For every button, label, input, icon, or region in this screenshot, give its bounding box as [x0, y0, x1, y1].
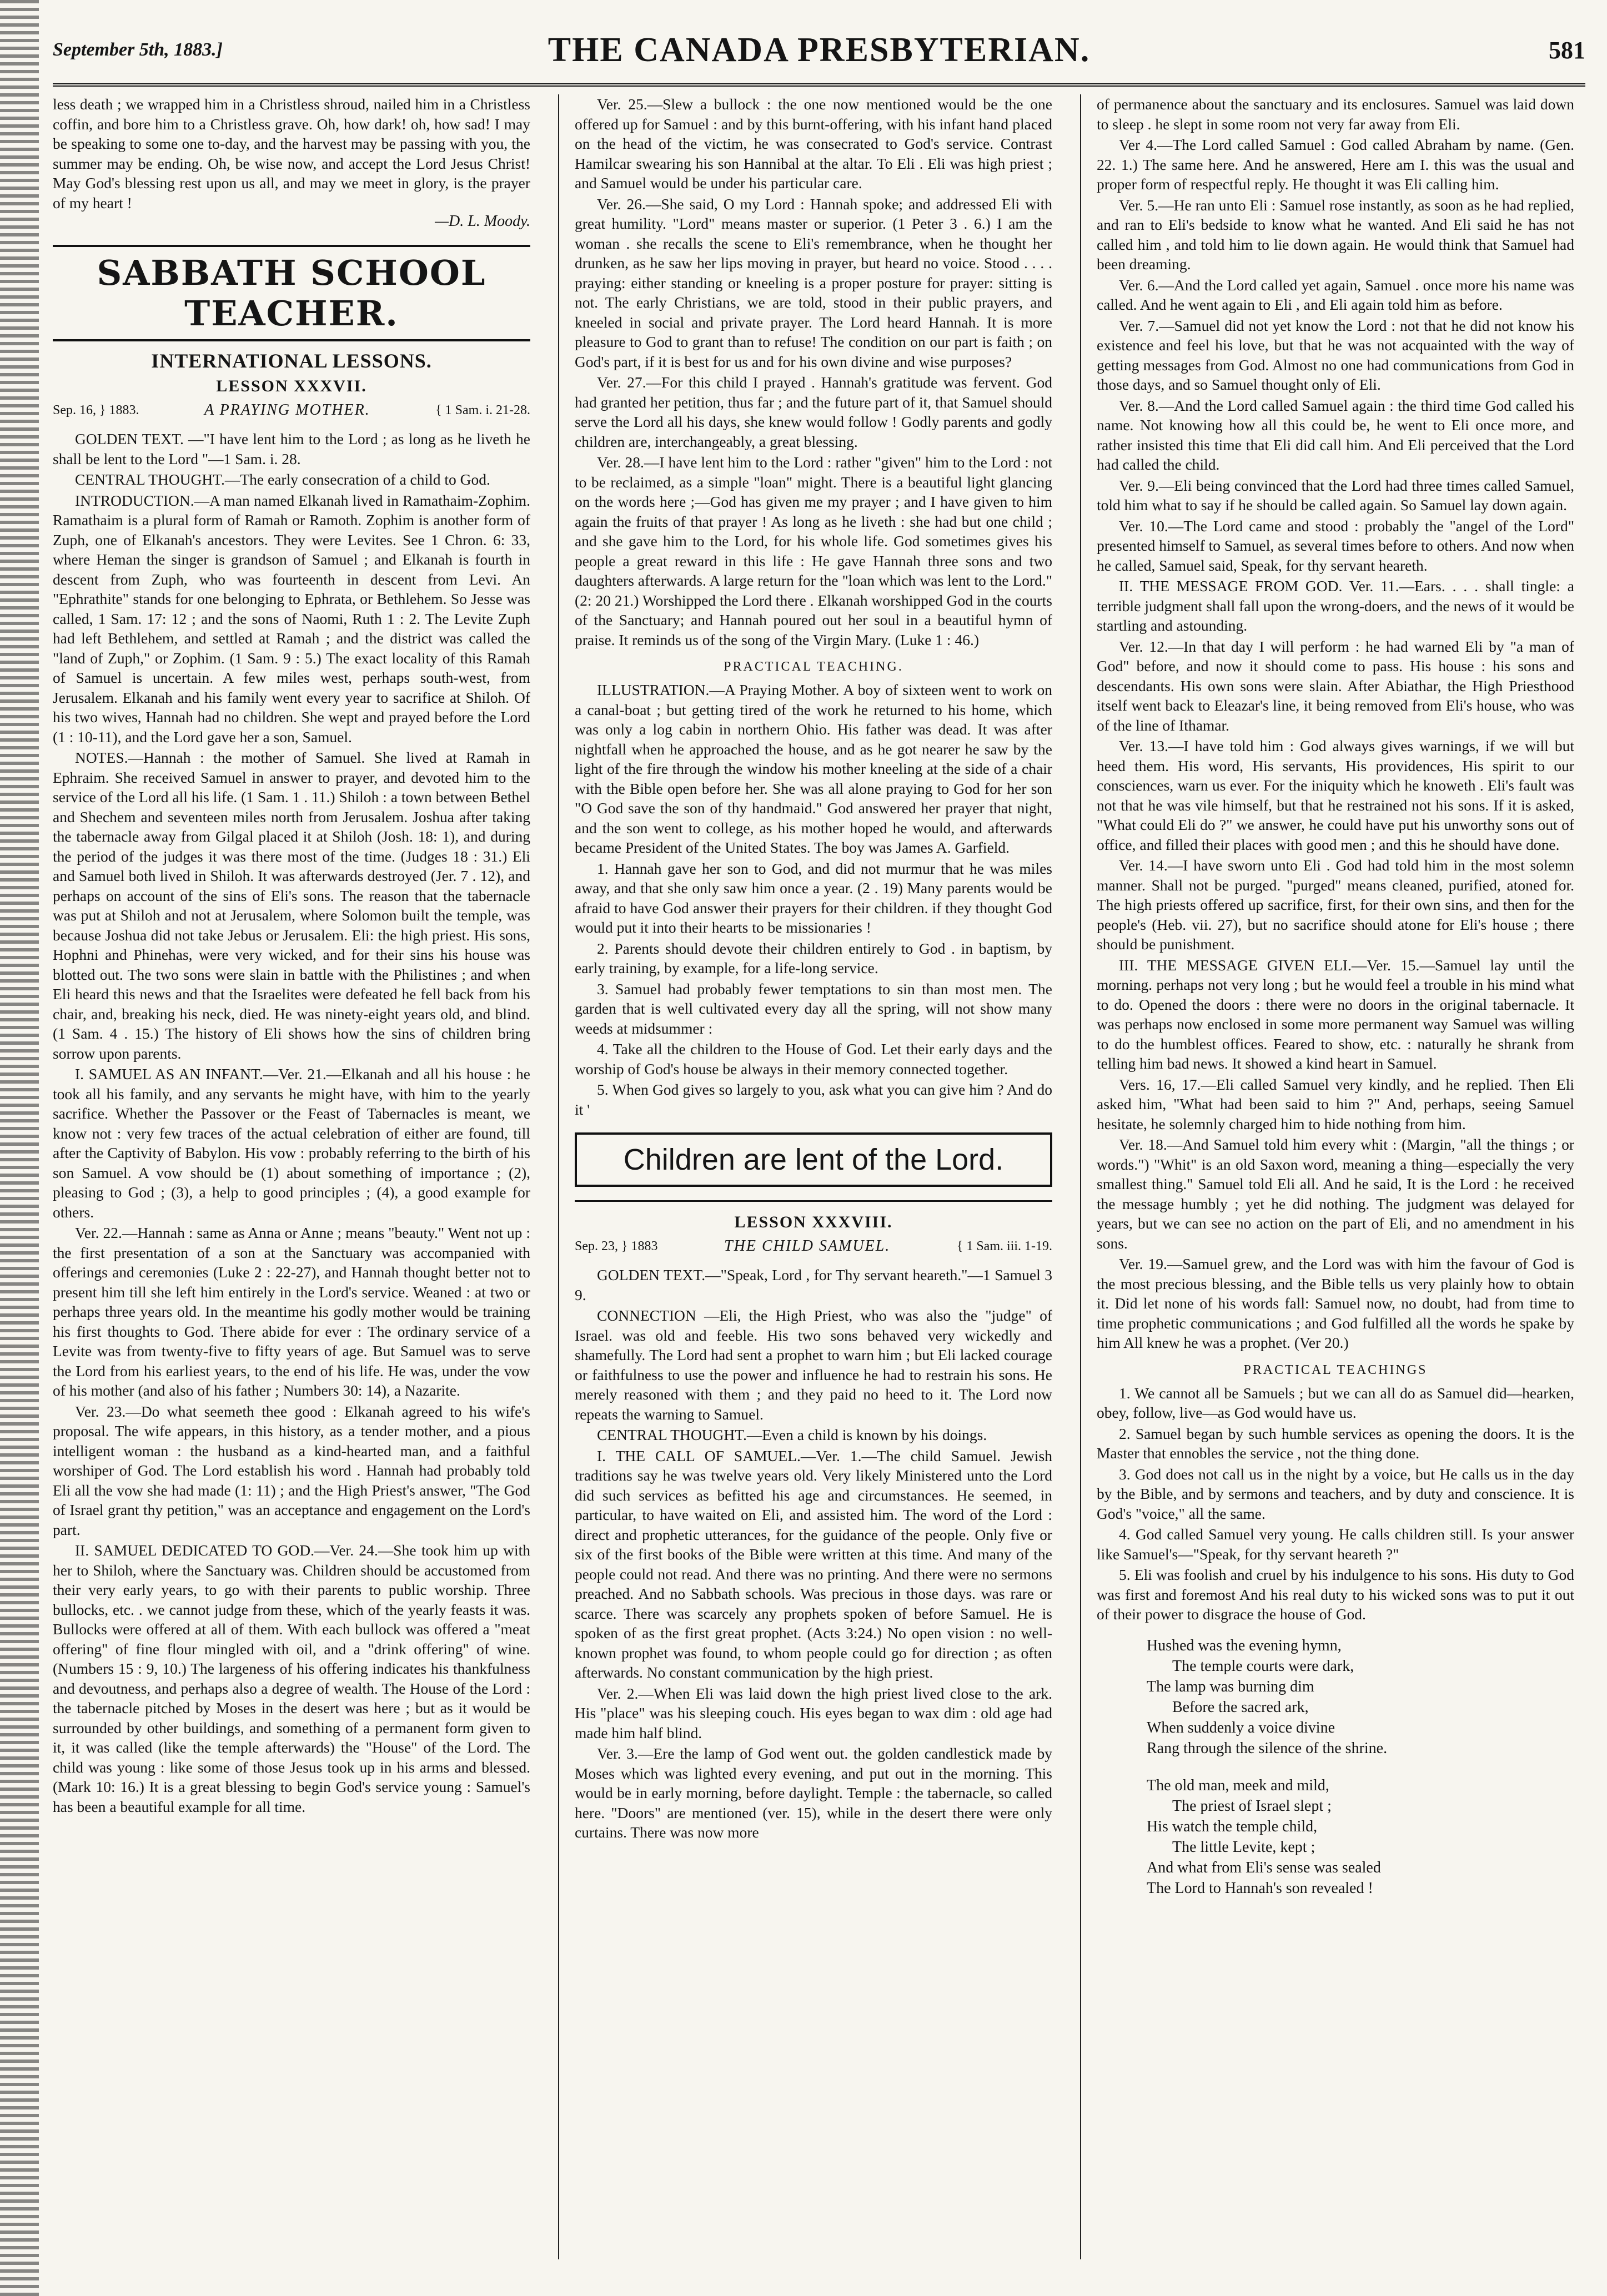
lesson-heading: LESSON XXXVIII.: [734, 1213, 893, 1231]
paragraph: CONNECTION —Eli, the High Priest, who was also the "judge" of Israel. was old and feeble. His two sons behaved very wickedly and shamefully. The Lord had sent a prophet to warn him ; but Eli lacked courage or faithfulness to use the power and influence he had to restrain his sons. He merely reasoned with them ; and they paid no heed to it. The Lord now repeats the warning to Samuel.: [575, 1307, 1052, 1423]
poem-line: The temple courts were dark,: [1172, 1657, 1354, 1675]
paragraph: 4. God called Samuel very young. He calls children still. Is your answer like Samuel's—"Speak, for thy servant heareth ?": [1097, 1525, 1574, 1563]
lesson-reference: { 1 Sam. iii. 1-19.: [956, 1238, 1052, 1253]
poem-line: And what from Eli's sense was sealed: [1147, 1859, 1381, 1876]
paragraph: Ver 4.—The Lord called Samuel : God called Abraham by name. (Gen. 22. 1.) The same here. And he answered, Here am I. this was the usual and proper form of respectful reply. He thought it was Eli calling him.: [1097, 136, 1574, 193]
paragraph: Ver. 19.—Samuel grew, and the Lord was with him the favour of God is the most precious blessing, and the Bible tells us very plainly how to obtain it. Did let none of his words fall: Samuel now, no doubt, had from time to time prophetic communications ; and God fulfilled all the words he spake by him All knew he was a prophet. (Ver 20.): [1097, 1255, 1574, 1351]
paragraph: CENTRAL THOUGHT.—The early consecration of a child to God.: [75, 471, 490, 488]
paragraph: Ver. 13.—I have told him : God always gives warnings, if we will but heed them. His word, His servants, His providences, His spirit to our consciences, warn us ever. For the iniquity which he knoweth . Eli's fault was not that he was vile himself, but that he restrained not his sons. If it is asked, "What could Eli do ?" we answer, he could have put his unworthy sons out of office, and filled their places with good men ; and this he should have done.: [1097, 737, 1574, 853]
lesson-date: Sep. 23, } 1883: [575, 1238, 658, 1253]
paragraph: Ver. 10.—The Lord came and stood : probably the "angel of the Lord" presented himself to Samuel, as several times before to others. And now when he called, Samuel said, Speak, for thy servant heareth.: [1097, 517, 1574, 574]
newspaper-page: [53, 17, 1585, 2282]
subsection-heading: PRACTICAL TEACHING.: [724, 659, 903, 674]
paragraph: 3. Samuel had probably fewer temptations to sin than most men. The garden that is well cultivated every day all the spring, will not show many weeds at midsummer :: [575, 980, 1052, 1037]
paragraph: II. SAMUEL DEDICATED TO GOD.—Ver. 24.—She took him up with her to Shiloh, where the Sanctuary was. Children should be accustomed from their very early years, to go with their parents to public worship. Three bullocks, etc. . we cannot judge from these, which of the yearly feasts it was. Bullocks were offered at all of them. With each bullock was offered a "meat offering" of fine flour mingled with oil, and a "drink offering" of wine. (Numbers 15 : 9, 10.) The largeness of his offering indicates his thankfulness and devoutness, and perhaps also a degree of wealth. The House of the Lord : the tabernacle pitched by Moses in the desert was here ; but as it would be surrounded by other buildings, and something of a permanent form given to it, it was called (like the temple afterwards) the "House" of the Lord. The child was young : like some of those Jesus took up in his arms and blessed. (Mark 10: 16.) It is a great blessing to begin God's service young : Samuel's has been a beautiful example for all time.: [53, 1542, 530, 1815]
lesson-reference: { 1 Sam. i. 21-28.: [435, 402, 530, 417]
paragraph: 1. We cannot all be Samuels ; but we can all do as Samuel did—hearken, obey, follow, live—as God would have us.: [1097, 1384, 1574, 1421]
paragraph: ILLUSTRATION.—A Praying Mother. A boy of sixteen went to work on a canal-boat ; but getting tired of the work he returned to his home, which was only a log cabin in northern Ohio. His father was dead. It was after nightfall when he approached the house, and as he got nearer he saw by the light of the fire through the window his mother kneeling at the side of a chair with the Bible open before her. She was all alone praying to God for her son "O God save the son of thy handmaid." God answered her prayer that night, and the son went to college, as his mother hoped he would, and afterwards became President of the United States. The boy was James A. Garfield.: [575, 681, 1052, 856]
paragraph: Ver. 26.—She said, O my Lord : Hannah spoke; and addressed Eli with great humility. "Lord" means master or superior. (1 Peter 3 . 6.) I am the woman . she recalls the scene to Eli's remembrance, when he thought her drunken, as he saw her lips moving in prayer, but heard no voice. Stood . . . . praying: either standing or kneeling is a proper posture for prayer: sitting is not. The early Christians, we are told, stood in their public prayers, and kneeled in social and private prayer. The Lord heard Hannah. It is more pleasure to God to grant than to refuse! The condition on our part is faith ; on God's part, if it is best for us and for his own divine and wise purposes?: [575, 195, 1052, 370]
issue-date: September 5th, 1883.]: [53, 39, 223, 60]
boxed-motto: Children are lent of the Lord.: [575, 1132, 1052, 1187]
divider: [575, 1200, 1052, 1202]
newspaper-title: THE CANADA PRESBYTERIAN.: [548, 31, 1091, 69]
lesson-date: Sep. 16, } 1883.: [53, 402, 139, 417]
poem-line: Hushed was the evening hymn,: [1147, 1637, 1342, 1654]
lesson-title: THE CHILD SAMUEL.: [724, 1237, 891, 1255]
paragraph: GOLDEN TEXT. —"I have lent him to the Lord ; as long as he liveth he shall be lent to the Lord "—1 Sam. i. 28.: [53, 430, 530, 467]
lesson-meta: [53, 401, 530, 419]
paragraph: Ver. 5.—He ran unto Eli : Samuel rose instantly, as soon as he had replied, and ran to Eli's bedside to know what he wanted. And Eli said he has not called him , and told him to lie down again. He would think that Samuel had been dreaming.: [1097, 196, 1574, 273]
paragraph: 3. God does not call us in the night by a voice, but He calls us in the day by the Bible, and by sermons and teachers, and by duty and conscience. It is God's "voice," all the same.: [1097, 1465, 1574, 1522]
paragraph: GOLDEN TEXT.—"Speak, Lord , for Thy servant heareth."—1 Samuel 3 9.: [575, 1266, 1052, 1303]
poem-line: When suddenly a voice divine: [1147, 1719, 1335, 1736]
section-heading: INTERNATIONAL LESSONS.: [151, 350, 432, 372]
poem-line: The old man, meek and mild,: [1147, 1776, 1329, 1794]
poem-line: Before the sacred ark,: [1172, 1698, 1309, 1716]
paragraph: 1. Hannah gave her son to God, and did not murmur that he was miles away, and that she only saw him once a year. (2 . 19) Many parents would be afraid to have God answer their prayers for their children. if they thought God would put it into their hearts to be missionaries !: [575, 859, 1052, 936]
paragraph: III. THE MESSAGE GIVEN ELI.—Ver. 15.—Samuel lay until the morning. perhaps not very long ; but he would feel a trouble in his mind what to do. Opened the doors : there were no doors in the original tabernacle. It was perhaps now enclosed in some more permanent way Samuel was willing to do the humblest offices. Feared to show, etc. : naturally he shrank from telling him bad news. It showed a kind heart in Samuel.: [1097, 956, 1574, 1072]
paragraph: Ver. 14.—I have sworn unto Eli . God had told him in the most solemn manner. Shall not be purged. "purged" means cleaned, purified, atoned for. The high priests offered up sacrifice, first, for their own sins, and then for the people's (Heb. vii. 27), but no sacrifice should atone for Eli's house ; there should be punishment.: [1097, 857, 1574, 953]
paragraph: 5. When God gives so largely to you, ask what you can give him ? And do it ': [575, 1081, 1052, 1118]
column-rule: [558, 94, 559, 2259]
lesson-heading: LESSON XXXVII.: [216, 377, 367, 395]
paragraph: Ver. 28.—I have lent him to the Lord : rather "given" him to the Lord : not to be reclaimed, as a simple "loan" might. There is a beautiful light glancing on the words here ;—God has given me my prayer ; and I have given to him again the fruits of that prayer ! As long as he liveth : she had but one child ; and she gave him to the Lord, for his whole life. God sometimes gives his people a great reward in this life : He gave Hannah three sons and two daughters afterwards. A large return for the "loan which was lent to the Lord." (2: 20 21.) Worshipped the Lord there . Elkanah worshipped God in the courts of the Sanctuary; and Hannah poured out her soul in a beautiful hymn of praise. It reminds us of the song of the Virgin Mary. (Luke 1 : 46.): [575, 454, 1052, 648]
lesson-title: A PRAYING MOTHER.: [204, 401, 370, 419]
paragraph: I. THE CALL OF SAMUEL.—Ver. 1.—The child Samuel. Jewish traditions say he was twelve years old. Very likely Ministered unto the Lord did such services as befitted his age and circumstances. He seemed, in particular, to have waited on Eli, and assisted him. The word of the Lord : direct and prophetic utterances, for the guidance of the people. Only five or six of the first books of the Bible were written at this time. And many of the people could not read. And there was no printing. And there were no sermons preached. And no Sabbath schools. Was precious in those days. was rare or scarce. There was scarcely any prophets spoken of before Samuel. He is spoken of as the first great prophet. (Acts 3:24.) No open vision : no well-known prophet was found, to whom people could go for direction ; as often afterwards. No constant communication by the high priest.: [575, 1447, 1052, 1681]
paragraph: Ver. 9.—Eli being convinced that the Lord had three times called Samuel, told him what to say if he should be called again. So Samuel lay down again.: [1097, 476, 1574, 513]
paragraph: Ver. 3.—Ere the lamp of God went out. the golden candlestick made by Moses which was lighted every evening, and put out in the morning. This would be in early morning, before daylight. Temple : the tabernacle, so called here. "Doors" are mentioned (ver. 15), while in the desert there were only curtains. There was now more: [575, 1745, 1052, 1841]
paragraph: INTRODUCTION.—A man named Elkanah lived in Ramathaim-Zophim. Ramathaim is a plural form of Ramah or Ramoth. Zophim is another form of Zuph, one of Elkanah's ancestors. They were Levites. See 1 Chron. 6: 33, where Heman the singer is grandson of Samuel ; and Elkanah is fourth in descent from Zuph, who was fourteenth in descent from Levi. An "Ephrathite" stands for one belonging to Ephrata, or Bethlehem. So Jesse was called, 1 Sam. 17: 12 ; and the sons of Naomi, Ruth 1 : 2. The Levite Zuph had left Bethlehem, and settled at Ramah ; and the district was called the "land of Zuph," or Zophim. (1 Sam. 9 : 5.) The exact locality of this Ramah of Samuel is uncertain. A few miles west, perhaps south-west, from Jerusalem. Elkanah and his family went every year to sacrifice at Shiloh. Of his two wives, Hannah had no children. She wept and prayed before the Lord (1 : 10-11), and the Lord gave her a son, Samuel.: [53, 491, 530, 746]
paragraph: Ver. 27.—For this child I prayed . Hannah's gratitude was fervent. God had granted her petition, thus far ; and the future part of it, that Samuel should serve the Lord all his days, she knew would follow ! Godly parents and godly children are, interchangeably, a great blessing.: [575, 374, 1052, 450]
column-2: [575, 94, 1052, 2270]
poem-line: The lamp was burning dim: [1147, 1678, 1314, 1695]
paragraph: CENTRAL THOUGHT.—Even a child is known by his doings.: [597, 1426, 987, 1443]
paragraph: II. THE MESSAGE FROM GOD. Ver. 11.—Ears. . . . shall tingle: a terrible judgment shall fall upon the wrong-doers, and the news of it would be startling and astounding.: [1097, 577, 1574, 634]
paragraph: Ver. 2.—When Eli was laid down the high priest lived close to the ark. His "place" was his sleeping couch. His eyes began to wax dim : old age had made him half blind.: [575, 1684, 1052, 1741]
subsection-heading: PRACTICAL TEACHINGS: [1243, 1362, 1428, 1377]
paragraph: 2. Samuel began by such humble services as opening the doors. It is the Master that ennobles the service , not the thing done.: [1097, 1424, 1574, 1462]
paragraph: I. SAMUEL AS AN INFANT.—Ver. 21.—Elkanah and all his house : he took all his family, and any servants he might have, with him to the yearly sacrifice. Whether the Passover or the Feast of Tabernacles is meant, we know not : very few traces of the actual celebration of either are found, till after the Captivity of Babylon. His vow : probably referring to the birth of his son Samuel. A vow should be (1) about something of importance ; (2), pleasing to God ; (3), a help to good principles ; (4), a good example for others.: [53, 1065, 530, 1221]
lesson-meta: [575, 1237, 1052, 1255]
paragraph: Ver. 22.—Hannah : same as Anna or Anne ; means "beauty." Went not up : the first presentation of a son at the Sanctuary was accompanied with offerings and ceremonies (Luke 2 : 22-27), and Hannah thought better not to present him till she left him entirely in the Lord's service. Weaned : at two or perhaps three years old. In the meantime his godly mother would be training his first thoughts to God. There abide for ever : The ordinary service of a Levite was from twenty-five to fifty years of age. But Samuel was to serve the Lord from his earliest years, to the end of his life. He was, under the vow of his mother (and also of his father ; Numbers 30: 14), a Nazarite.: [53, 1224, 530, 1399]
paragraph: Ver. 6.—And the Lord called yet again, Samuel . once more his name was called. And he went again to Eli , and Eli again told him as before.: [1097, 276, 1574, 313]
column-1: [53, 94, 530, 2270]
poem: [1147, 1635, 1574, 1899]
paragraph: Ver. 7.—Samuel did not yet know the Lord : not that he did not know his existence and feel his love, but that he was not acquainted with the way of getting messages from God. Almost no one had communications from God in those days, and so Samuel thought only of Eli.: [1097, 316, 1574, 393]
signature: —D. L. Moody.: [435, 213, 530, 230]
paragraph: 4. Take all the children to the House of God. Let their early days and the worship of God's house be always in their memory connected together.: [575, 1040, 1052, 1077]
paragraph: of permanence about the sanctuary and its enclosures. Samuel was laid down to sleep . he slept in some room not very far away from Eli.: [1097, 95, 1574, 133]
paragraph: Ver. 12.—In that day I will perform : he had warned Eli by "a man of God" before, and now it should come to pass. His house : his sons and descendants. His own sons were slain. After Abiathar, the High Priesthood itself went back to Eleazar's line, it being removed from Eli's house, who was of the line of Ithamar.: [1097, 637, 1574, 734]
paragraph: Ver. 25.—Slew a bullock : the one now mentioned would be the one offered up for Samuel : and by this burnt-offering, with his infant hand placed on the head of the victim, he was consecrated to God's service. Contrast Hamilcar swearing his son Hannibal at the altar. To Eli . Eli was high priest ; and Samuel would be under his particular care.: [575, 95, 1052, 192]
poem-line: His watch the temple child,: [1147, 1817, 1318, 1835]
paragraph: Vers. 16, 17.—Eli called Samuel very kindly, and he replied. Then Eli asked him, "What had been said to him ?" And, perhaps, seeing Samuel hesitate, he solemnly charged him to hide nothing from him.: [1097, 1075, 1574, 1132]
moody-closing-paragraph: less death ; we wrapped him in a Christless shroud, nailed him in a Christless coffin, and bore him to a Christless grave. Oh, how dark! oh, how sad! I may be speaking to some one to-day, and the harvest may be passing with you, the summer may be ending. Oh, be wise now, and accept the Lord Jesus Christ! May God's blessing rest upon us all, and may we meet in glory, is the prayer of my heart !: [53, 95, 530, 212]
paragraph: NOTES.—Hannah : the mother of Samuel. She lived at Ramah in Ephraim. She received Samuel in answer to prayer, and devoted him to the service of the Lord all his life. (1 Sam. 1 . 11.) Shiloh : a town between Bethel and Shechem and seventeen miles north from Jerusalem. Joshua after taking the tabernacle away from Gilgal placed it at Shiloh (Josh. 18: 1), and during the period of the judges it was there most of the time. (Judges 18 : 31.) Eli and Samuel both lived in Shiloh. It was afterwards destroyed (Jer. 7 . 12), and perhaps on account of the sins of Eli's sons. The reason that the tabernacle was put at Shiloh and not at Jerusalem, where Solomon built the temple, was because Joshua did not take Jebus or Jerusalem. Eli: the high priest. His sons, Hophni and Phinehas, were very wicked, and for their sins his house was blotted out. The two sons were slain in battle with the Philistines ; and when Eli heard this news and that the Israelites were defeated he fell back from his chair, and, breaking his neck, died. He was ninety-eight years old, and blind. (1 Sam. 4 . 15.) The history of Eli shows how the sins of children bring sorrow upon parents.: [53, 749, 530, 1062]
poem-line: The Lord to Hannah's son revealed !: [1147, 1879, 1373, 1897]
poem-line: The priest of Israel slept ;: [1172, 1797, 1332, 1815]
poem-line: Rang through the silence of the shrine.: [1147, 1739, 1388, 1757]
poem-line: The little Levite, kept ;: [1172, 1838, 1315, 1856]
binding-edge: [0, 0, 39, 2296]
paragraph: 5. Eli was foolish and cruel by his indulgence to his sons. His duty to God was first and foremost And his real duty to his wicked sons was to put it out of their power to disgrace the house of God.: [1097, 1566, 1574, 1623]
page-header: [53, 17, 1585, 87]
column-3: [1097, 94, 1574, 2270]
page-number: 581: [1549, 36, 1585, 64]
paragraph: Ver. 8.—And the Lord called Samuel again : the third time God called his name. Not knowing how all this could be, he went to Eli once more, and rather insisted this time that Eli did call him. And Eli perceived that the Lord had called the child.: [1097, 396, 1574, 473]
section-banner: SABBATH SCHOOL TEACHER.: [53, 245, 530, 341]
paragraph: 2. Parents should devote their children entirely to God . in baptism, by early training, by example, for a life-long service.: [575, 939, 1052, 976]
column-rule: [1080, 94, 1081, 2259]
paragraph: Ver. 18.—And Samuel told him every whit : (Margin, "all the things ; or words.") "Whit" is an old Saxon word, meaning a thing—especially the very smallest thing." Samuel told Eli all. And he said, It is the Lord : he received the message humbly ; yet he did nothing. The judgment was delayed for years, but we can see no action on the part of Eli, and no amendment in his sons.: [1097, 1136, 1574, 1252]
paragraph: Ver. 23.—Do what seemeth thee good : Elkanah agreed to his wife's proposal. The wife appears, in this history, as a tender mother, and a pious intelligent woman : the husband as a kind-hearted man, and a faithful worshiper of God. The Lord establish his word . Hannah had probably told Eli all the vow she had made (1: 11) ; and the High Priest's answer, "The God of Israel grant thy petition," was an acceptance and engagement on the Lord's part.: [53, 1402, 530, 1538]
